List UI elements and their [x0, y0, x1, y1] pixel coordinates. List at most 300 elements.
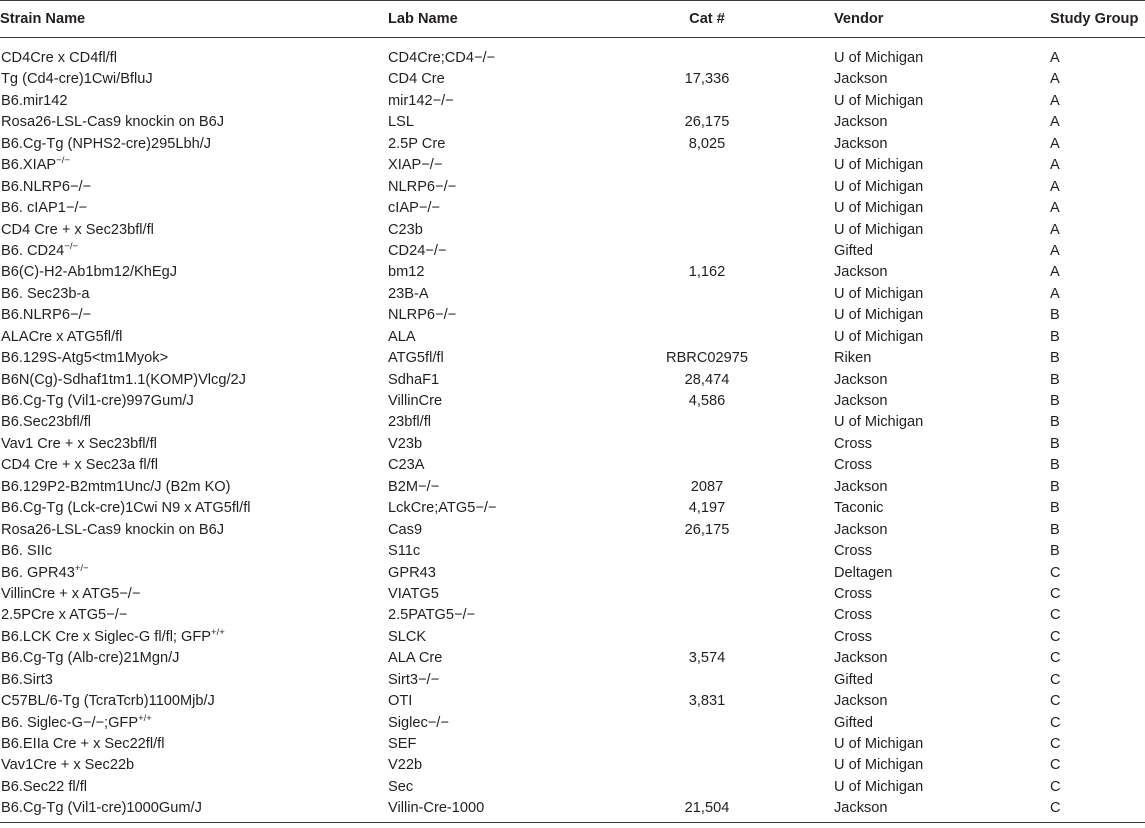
vendor-cell-text: U of Michigan — [834, 307, 924, 324]
table-row — [0, 175, 1145, 196]
lab-name-cell — [388, 411, 624, 432]
strain-name-cell-text: B6.Cg-Tg (Lck-cre)1Cwi N9 x ATG5fl/fl — [1, 500, 251, 517]
lab-name-cell-text: VillinCre — [388, 393, 443, 409]
lab-name-cell — [388, 647, 624, 668]
study-group-cell-text: B — [1050, 350, 1060, 367]
cat-number-cell — [624, 561, 834, 582]
table-row — [0, 561, 1145, 582]
strain-name-cell — [0, 647, 388, 668]
study-group-cell-text: B — [1050, 478, 1060, 495]
lab-name-cell-text: 2.5P Cre — [388, 135, 446, 152]
study-group-cell-text: C — [1050, 800, 1061, 817]
strain-name-cell-text: Vav1 Cre + x Sec23bfl/fl — [1, 435, 157, 452]
vendor-cell-text: Taconic — [834, 500, 884, 517]
vendor-cell-text: Jackson — [834, 478, 888, 495]
cat-number-cell — [624, 197, 834, 218]
table-row — [0, 38, 1145, 69]
lab-name-cell — [388, 797, 624, 818]
study-group-cell-text: C — [1050, 714, 1061, 731]
lab-name-cell-text: V22b — [388, 757, 423, 774]
table-row — [0, 68, 1145, 89]
study-group-cell — [1050, 754, 1145, 775]
lab-name-cell-text: NLRP6−/− — [388, 178, 457, 195]
lab-name-cell-text: VIATG5 — [388, 585, 439, 602]
strain-name-cell — [0, 68, 388, 89]
study-group-cell-text: B — [1050, 328, 1060, 345]
vendor-cell-text: Jackson — [834, 371, 888, 388]
lab-name-cell-text: C23b — [388, 221, 423, 238]
table-row — [0, 518, 1145, 539]
vendor-cell — [834, 218, 1050, 239]
lab-name-cell — [388, 775, 624, 796]
vendor-cell-text: U of Michigan — [834, 92, 924, 109]
lab-name-cell-text: CD4 Cre — [388, 71, 445, 88]
lab-name-cell — [388, 89, 624, 110]
strain-name-cell-text: ALACre x ATG5fl/fl — [1, 328, 123, 345]
study-group-cell-text: C — [1050, 585, 1061, 602]
vendor-cell-text: U of Michigan — [834, 285, 924, 302]
study-group-cell — [1050, 282, 1145, 303]
cat-number-cell — [624, 368, 834, 389]
strain-name-cell-text: CD4Cre x CD4fl/fl — [1, 50, 117, 66]
table-row — [0, 604, 1145, 625]
strain-name-cell — [0, 154, 388, 175]
study-group-cell-text: A — [1050, 285, 1060, 302]
header-cat-number: Cat # — [624, 1, 834, 38]
lab-name-cell — [388, 583, 624, 604]
vendor-cell-text: Jackson — [834, 135, 888, 152]
study-group-cell — [1050, 154, 1145, 175]
cat-number-cell — [624, 518, 834, 539]
strain-name-cell — [0, 797, 388, 818]
study-group-cell-text: B — [1050, 393, 1060, 409]
header-strain-name: Strain Name — [0, 1, 388, 38]
lab-name-cell-text: OTI — [388, 693, 413, 710]
strain-genotype-superscript: −/− — [56, 155, 70, 167]
strain-name-cell — [0, 775, 388, 796]
table-row — [0, 432, 1145, 453]
cat-number-cell — [624, 668, 834, 689]
study-group-cell-text: C — [1050, 607, 1061, 624]
lab-name-cell — [388, 432, 624, 453]
vendor-cell — [834, 197, 1050, 218]
vendor-cell — [834, 111, 1050, 132]
lab-name-cell-text: V23b — [388, 435, 423, 452]
strain-genotype-superscript: +/+ — [211, 626, 225, 638]
vendor-cell-text: U of Michigan — [834, 157, 924, 174]
study-group-cell-text: B — [1050, 435, 1060, 452]
strain-name-cell-text: B6.Sirt3 — [1, 671, 53, 688]
study-group-cell-text: A — [1050, 264, 1060, 281]
cat-number-cell-text: 4,586 — [688, 393, 726, 409]
lab-name-cell — [388, 68, 624, 89]
cat-number-cell — [624, 347, 834, 368]
vendor-cell — [834, 775, 1050, 796]
table-row — [0, 497, 1145, 518]
cat-number-cell — [624, 432, 834, 453]
vendor-cell — [834, 497, 1050, 518]
cat-number-cell — [624, 111, 834, 132]
lab-name-cell — [388, 218, 624, 239]
vendor-cell — [834, 132, 1050, 153]
strain-name-cell — [0, 475, 388, 496]
strain-name-cell — [0, 132, 388, 153]
lab-name-cell — [388, 175, 624, 196]
study-group-cell — [1050, 690, 1145, 711]
vendor-cell-text: U of Michigan — [834, 328, 924, 345]
table-row — [0, 132, 1145, 153]
lab-name-cell-text: NLRP6−/− — [388, 307, 457, 324]
vendor-cell — [834, 325, 1050, 346]
strain-name-cell — [0, 432, 388, 453]
cat-number-cell — [624, 733, 834, 754]
study-group-cell-text: A — [1050, 114, 1060, 131]
strain-name-cell-text: B6. cIAP1−/− — [1, 200, 87, 217]
vendor-cell — [834, 38, 1050, 69]
cat-number-cell — [624, 89, 834, 110]
strain-name-cell-text: B6. CD24 — [1, 242, 65, 259]
cat-number-cell-text: 17,336 — [684, 71, 730, 88]
strain-name-cell-text: Tg (Cd4-cre)1Cwi/BfluJ — [1, 71, 153, 88]
strain-name-cell — [0, 668, 388, 689]
vendor-cell — [834, 347, 1050, 368]
vendor-cell-text: Jackson — [834, 650, 888, 667]
lab-name-cell — [388, 454, 624, 475]
strain-name-cell — [0, 733, 388, 754]
vendor-cell-text: U of Michigan — [834, 414, 924, 431]
strain-name-cell-text: B6.Sec23bfl/fl — [1, 414, 92, 431]
vendor-cell — [834, 175, 1050, 196]
cat-number-cell — [624, 797, 834, 818]
vendor-cell — [834, 540, 1050, 561]
cat-number-cell-text: 21,504 — [684, 800, 730, 817]
vendor-cell-text: Gifted — [834, 714, 873, 731]
study-group-cell — [1050, 497, 1145, 518]
strain-name-cell-text: B6N(Cg)-Sdhaf1tm1.1(KOMP)Vlcg/2J — [1, 371, 246, 388]
vendor-cell-text: Cross — [834, 585, 873, 602]
lab-name-cell-text: LckCre;ATG5−/− — [388, 500, 497, 517]
strain-name-cell-text: Rosa26-LSL-Cas9 knockin on B6J — [1, 114, 225, 131]
vendor-cell — [834, 518, 1050, 539]
lab-name-cell — [388, 304, 624, 325]
lab-name-cell — [388, 754, 624, 775]
strain-name-cell-text: B6.mir142 — [1, 92, 68, 109]
strain-name-cell-text: B6.LCK Cre x Siglec-G fl/fl; GFP — [1, 628, 212, 645]
strain-name-cell — [0, 304, 388, 325]
study-group-cell-text: C — [1050, 671, 1061, 688]
vendor-cell-text: Cross — [834, 435, 873, 452]
strain-name-cell-text: B6. Sec23b-a — [1, 285, 90, 302]
vendor-cell — [834, 561, 1050, 582]
header-row — [0, 1, 1145, 38]
table-bottom-rule — [0, 822, 1145, 823]
study-group-cell-text: C — [1050, 757, 1061, 774]
lab-name-cell-text: Villin-Cre-1000 — [388, 800, 485, 817]
study-group-cell — [1050, 540, 1145, 561]
strain-name-cell — [0, 604, 388, 625]
cat-number-cell-text: 26,175 — [684, 114, 730, 131]
cat-number-cell-text: 28,474 — [684, 371, 730, 388]
strain-genotype-superscript: +/− — [74, 562, 89, 574]
lab-name-cell-text: bm12 — [388, 264, 425, 281]
cat-number-cell-text: 3,831 — [688, 693, 726, 710]
study-group-cell-text: C — [1050, 736, 1061, 752]
table-row — [0, 261, 1145, 282]
lab-name-cell-text: 23bfl/fl — [388, 414, 431, 431]
study-group-cell — [1050, 132, 1145, 153]
lab-name-cell-text: LSL — [388, 114, 414, 131]
cat-number-cell — [624, 132, 834, 153]
strain-name-cell — [0, 38, 388, 69]
strain-name-cell — [0, 497, 388, 518]
vendor-cell — [834, 754, 1050, 775]
table-row — [0, 154, 1145, 175]
lab-name-cell — [388, 325, 624, 346]
lab-name-cell — [388, 261, 624, 282]
cat-number-cell — [624, 282, 834, 303]
cat-number-cell — [624, 304, 834, 325]
vendor-cell-text: Cross — [834, 457, 873, 474]
lab-name-cell-text: C23A — [388, 457, 425, 474]
study-group-cell-text: B — [1050, 521, 1060, 538]
study-group-cell-text: A — [1050, 71, 1060, 88]
study-group-cell-text: A — [1050, 242, 1060, 259]
lab-name-cell-text: Sirt3−/− — [388, 671, 440, 688]
strain-name-cell-text: B6.Cg-Tg (Vil1-cre)997Gum/J — [1, 393, 194, 409]
cat-number-cell — [624, 583, 834, 604]
study-group-cell — [1050, 668, 1145, 689]
vendor-cell-text: U of Michigan — [834, 200, 924, 217]
study-group-cell-text: C — [1050, 693, 1061, 710]
cat-number-cell-text: 8,025 — [688, 135, 726, 152]
table-row — [0, 111, 1145, 132]
strain-name-cell-text: B6. GPR43 — [1, 564, 75, 581]
cat-number-cell — [624, 775, 834, 796]
lab-name-cell — [388, 240, 624, 261]
strain-name-cell-text: B6.Cg-Tg (NPHS2-cre)295Lbh/J — [1, 135, 212, 152]
lab-name-cell-text: mir142−/− — [388, 92, 454, 109]
strain-genotype-superscript: −/− — [64, 240, 79, 252]
strain-name-cell — [0, 325, 388, 346]
strain-name-cell-text: Rosa26-LSL-Cas9 knockin on B6J — [1, 521, 225, 538]
vendor-cell-text: Jackson — [834, 71, 888, 88]
study-group-cell — [1050, 68, 1145, 89]
lab-name-cell — [388, 132, 624, 153]
cat-number-cell — [624, 325, 834, 346]
table-row — [0, 775, 1145, 796]
study-group-cell-text: A — [1050, 200, 1060, 217]
vendor-cell-text: U of Michigan — [834, 736, 924, 752]
strain-name-cell — [0, 175, 388, 196]
table-row — [0, 668, 1145, 689]
cat-number-cell — [624, 390, 834, 411]
lab-name-cell — [388, 561, 624, 582]
study-group-cell — [1050, 175, 1145, 196]
lab-name-cell — [388, 368, 624, 389]
strain-name-cell-text: 2.5PCre x ATG5−/− — [1, 607, 128, 624]
vendor-cell — [834, 432, 1050, 453]
lab-name-cell — [388, 733, 624, 754]
strain-name-cell-text: B6. Siglec-G−/−;GFP — [1, 714, 139, 731]
vendor-cell-text: Jackson — [834, 393, 888, 409]
vendor-cell-text: Cross — [834, 628, 873, 645]
lab-name-cell-text: SdhaF1 — [388, 371, 440, 388]
study-group-cell-text: C — [1050, 778, 1061, 795]
strain-name-cell — [0, 690, 388, 711]
study-group-cell — [1050, 325, 1145, 346]
strain-name-cell — [0, 197, 388, 218]
strain-name-cell — [0, 583, 388, 604]
vendor-cell-text: Jackson — [834, 521, 888, 538]
vendor-cell — [834, 411, 1050, 432]
cat-number-cell — [624, 497, 834, 518]
vendor-cell — [834, 475, 1050, 496]
study-group-cell — [1050, 604, 1145, 625]
lab-name-cell — [388, 38, 624, 69]
cat-number-cell-text: 2087 — [690, 478, 724, 495]
vendor-cell — [834, 604, 1050, 625]
table-row — [0, 797, 1145, 818]
strain-name-cell-text: B6.EIIa Cre + x Sec22fl/fl — [1, 736, 165, 752]
lab-name-cell-text: CD4Cre;CD4−/− — [388, 50, 496, 66]
study-group-cell — [1050, 368, 1145, 389]
cat-number-cell — [624, 754, 834, 775]
cat-number-cell — [624, 625, 834, 646]
study-group-cell-text: A — [1050, 157, 1060, 174]
vendor-cell — [834, 240, 1050, 261]
study-group-cell — [1050, 347, 1145, 368]
cat-number-cell — [624, 475, 834, 496]
cat-number-cell — [624, 540, 834, 561]
vendor-cell — [834, 583, 1050, 604]
strain-name-cell — [0, 561, 388, 582]
lab-name-cell-text: GPR43 — [388, 564, 436, 581]
study-group-cell — [1050, 432, 1145, 453]
vendor-cell — [834, 304, 1050, 325]
study-group-cell — [1050, 38, 1145, 69]
vendor-cell — [834, 68, 1050, 89]
vendor-cell — [834, 154, 1050, 175]
study-group-cell — [1050, 454, 1145, 475]
lab-name-cell — [388, 154, 624, 175]
study-group-cell — [1050, 218, 1145, 239]
strain-name-cell-text: B6.XIAP — [1, 157, 57, 174]
vendor-cell-text: Gifted — [834, 671, 873, 688]
strain-name-cell-text: B6.NLRP6−/− — [1, 178, 92, 195]
study-group-cell-text: C — [1050, 628, 1061, 645]
strain-name-cell — [0, 390, 388, 411]
cat-number-cell-text: 4,197 — [688, 500, 726, 517]
vendor-cell — [834, 668, 1050, 689]
cat-number-cell — [624, 175, 834, 196]
strain-genotype-superscript: +/+ — [138, 712, 152, 724]
vendor-cell — [834, 797, 1050, 818]
cat-number-cell — [624, 261, 834, 282]
strain-name-cell-text: B6.Sec22 fl/fl — [1, 778, 87, 795]
strain-name-cell — [0, 625, 388, 646]
table-row — [0, 540, 1145, 561]
lab-name-cell — [388, 690, 624, 711]
table-row — [0, 647, 1145, 668]
study-group-cell-text: A — [1050, 178, 1060, 195]
cat-number-cell — [624, 154, 834, 175]
table-row — [0, 218, 1145, 239]
lab-name-cell — [388, 711, 624, 732]
study-group-cell — [1050, 625, 1145, 646]
table-row — [0, 583, 1145, 604]
lab-name-cell — [388, 604, 624, 625]
lab-name-cell-text: ALA Cre — [388, 650, 443, 667]
study-group-cell-text: C — [1050, 564, 1061, 581]
lab-name-cell — [388, 475, 624, 496]
cat-number-cell-text: 26,175 — [684, 521, 730, 538]
header-study-group: Study Group — [1050, 1, 1145, 38]
strain-name-cell — [0, 754, 388, 775]
vendor-cell-text: Deltagen — [834, 564, 893, 581]
table-row — [0, 368, 1145, 389]
strain-name-cell-text: B6. SIIc — [1, 543, 53, 560]
study-group-cell-text: B — [1050, 500, 1060, 517]
study-group-cell — [1050, 647, 1145, 668]
lab-name-cell-text: XIAP−/− — [388, 157, 443, 174]
lab-name-cell-text: ALA — [388, 328, 416, 345]
vendor-cell — [834, 733, 1050, 754]
study-group-cell — [1050, 261, 1145, 282]
vendor-cell — [834, 368, 1050, 389]
cat-number-cell — [624, 647, 834, 668]
strain-name-cell-text: C57BL/6-Tg (TcraTcrb)1100Mjb/J — [1, 693, 215, 710]
strain-name-cell — [0, 218, 388, 239]
table-row — [0, 347, 1145, 368]
vendor-cell — [834, 282, 1050, 303]
study-group-cell — [1050, 475, 1145, 496]
table-row — [0, 304, 1145, 325]
table-row — [0, 390, 1145, 411]
lab-name-cell-text: ATG5fl/fl — [388, 350, 444, 367]
strain-name-cell — [0, 711, 388, 732]
lab-name-cell-text: SLCK — [388, 628, 427, 645]
strain-name-cell-text: B6.NLRP6−/− — [1, 307, 92, 324]
vendor-cell-text: Jackson — [834, 114, 888, 131]
strain-name-cell — [0, 368, 388, 389]
cat-number-cell — [624, 38, 834, 69]
lab-name-cell-text: Cas9 — [388, 521, 423, 538]
vendor-cell — [834, 261, 1050, 282]
study-group-cell — [1050, 111, 1145, 132]
lab-name-cell-text: CD24−/− — [388, 242, 447, 259]
table-row — [0, 240, 1145, 261]
cat-number-cell — [624, 690, 834, 711]
strain-name-cell-text: CD4 Cre + x Sec23bfl/fl — [1, 221, 154, 238]
vendor-cell-text: U of Michigan — [834, 50, 924, 66]
lab-name-cell — [388, 497, 624, 518]
study-group-cell — [1050, 775, 1145, 796]
lab-name-cell — [388, 518, 624, 539]
strain-name-cell — [0, 540, 388, 561]
cat-number-cell — [624, 411, 834, 432]
cat-number-cell — [624, 454, 834, 475]
study-group-cell-text: A — [1050, 92, 1060, 109]
study-group-cell-text: B — [1050, 371, 1060, 388]
vendor-cell — [834, 390, 1050, 411]
study-group-cell — [1050, 583, 1145, 604]
study-group-cell-text: B — [1050, 414, 1060, 431]
lab-name-cell — [388, 668, 624, 689]
study-group-cell-text: C — [1050, 650, 1061, 667]
lab-name-cell-text: SEF — [388, 736, 417, 752]
vendor-cell-text: U of Michigan — [834, 778, 924, 795]
lab-name-cell-text: 2.5PATG5−/− — [388, 607, 476, 624]
